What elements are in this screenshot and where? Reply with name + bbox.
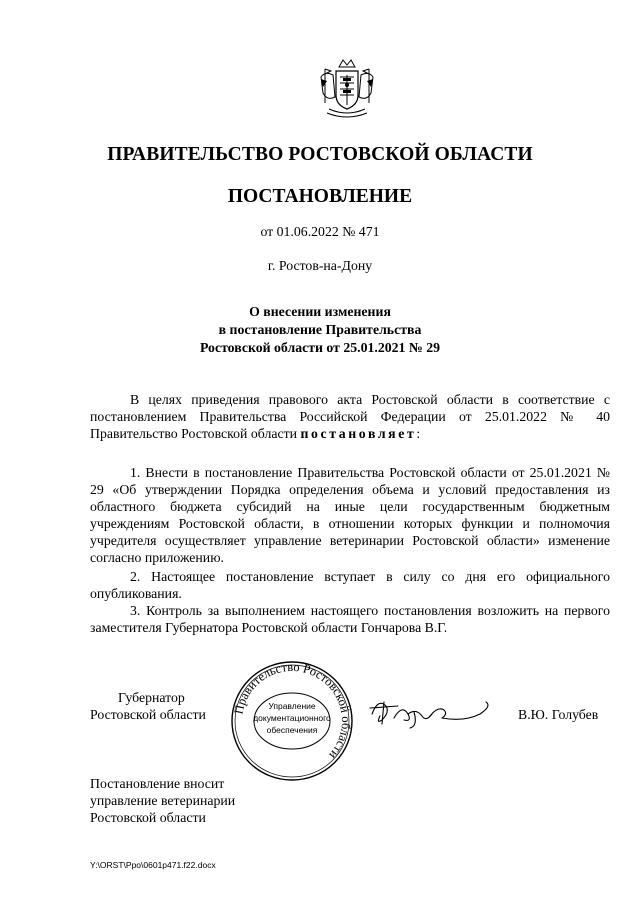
preamble-keyword: постановляет [300, 426, 417, 441]
signatory-title-line: Губернатор [118, 690, 185, 705]
submitted-by-line: Ростовской области [90, 810, 206, 825]
city: г. Ростов-на-Дону [267, 258, 373, 273]
signatory-name: В.Ю. Голубев [518, 707, 599, 722]
subject-heading [0, 303, 640, 357]
svg-text:Правительство Ростовской облас [231, 660, 353, 762]
signatory-title [90, 689, 250, 723]
preamble-paragraph [90, 391, 610, 442]
date-and-number: от 01.06.2022 № 471 [260, 224, 380, 239]
file-path: Y:\ORST\Ppo\0601p471.f22.docx [90, 860, 216, 870]
item-paragraph: 2. Настоящее постановление вступает в силу со дня его официального опубликования. [90, 569, 610, 601]
official-stamp [228, 659, 356, 783]
stamp-ring-text: Правительство Ростовской области [231, 659, 354, 762]
coat-of-arms [317, 57, 377, 127]
item-paragraph: 1. Внести в постановление Правительства Ростовской области от 25.01.2021 № 29 «Об утверждении Порядка определения объема и условий предоставления из областного бюджета субсидий на иные цели государственным бюджетным учреждениям Ростовской области, в отношении которых функции и полномочия учредителя осуществляет управление ветеринарии Ростовской области» изменение согласно приложению. [90, 465, 610, 565]
subject-line: в постановление Правительства [218, 322, 422, 337]
stamp-inner-line: Управление [268, 701, 316, 711]
submitted-by-line: Постановление вносит [90, 776, 225, 791]
signatory-title-line: Ростовской области [90, 707, 206, 722]
preamble-text: В целях приведения правового акта Ростовской области в соответствие с постановлением Правительства Российской Федерации от 25.01.2022 № 40 Правительство Ростовской области [90, 392, 610, 441]
subject-line: Ростовской области от 25.01.2021 № 29 [199, 340, 441, 355]
preamble-tail: : [416, 426, 421, 441]
document-type-title: ПОСТАНОВЛЕНИЕ [227, 186, 413, 207]
stamp-inner-line: документационного [253, 713, 331, 723]
organization-title: ПРАВИТЕЛЬСТВО РОСТОВСКОЙ ОБЛАСТИ [107, 144, 533, 165]
submitted-by [90, 775, 235, 826]
handwritten-signature [368, 692, 498, 732]
subject-line: О внесении изменения [249, 304, 391, 319]
submitted-by-line: управление ветеринарии [90, 793, 236, 808]
stamp-inner-line: обеспечения [266, 725, 318, 735]
item-paragraph: 3. Контроль за выполнением настоящего постановления возложить на первого заместителя Губернатора Ростовской области Гончарова В.Г. [90, 603, 610, 635]
